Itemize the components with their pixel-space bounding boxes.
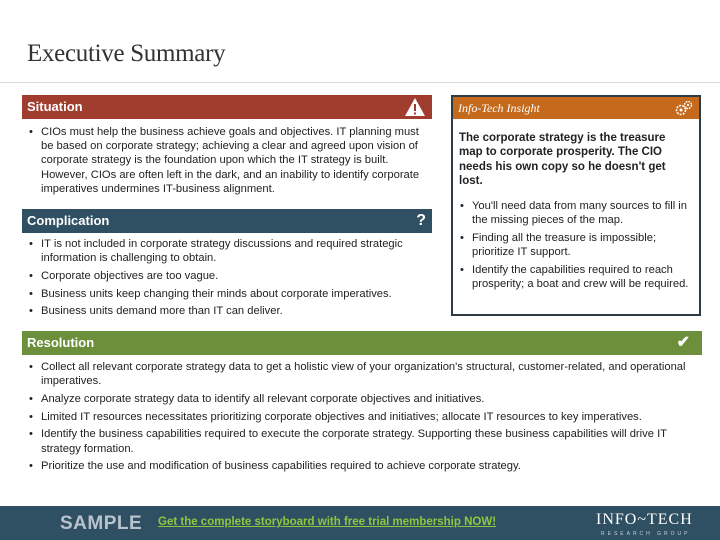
complication-label: Complication [27,213,110,228]
checkmark-icon: ✔ [676,334,690,351]
insight-label: Info-Tech Insight [458,101,540,115]
resolution-list [27,360,697,477]
complication-header [22,209,432,233]
info-tech-logo: INFO~TECH [596,511,693,528]
insight-header [453,97,699,119]
insight-box [451,95,701,316]
title-divider [0,82,720,83]
situation-label: Situation [27,99,83,114]
resolution-header [22,331,702,355]
list-item: • Analyze corporate strategy data to identify all relevant corporate objectives and initiatives. [27,392,697,406]
list-item: • Identify the capabilities required to reach prosperity; a boat and crew will be required. [458,263,696,291]
question-icon: ? [416,212,426,229]
sample-label: SAMPLE [60,513,143,534]
situation-header [22,95,432,119]
list-item: • Corporate objectives are too vague. [27,269,431,283]
page-title: Executive Summary [27,40,226,67]
list-item: • Business units demand more than IT can deliver. [27,304,431,318]
list-item: • Collect all relevant corporate strategy data to get a holistic view of your organization's structural, customer-related, and operational imperatives. [27,360,697,388]
list-item: • CIOs must help the business achieve goals and objectives. IT planning must be based on corporate strategy; achieving a clear and agreed upon vision of corporate strategy is the foundation upon which the IT strategy is built. However, CIOs are often left in the dark, and an inability to identify corporate imperatives undermines IT-business alignment. [27,125,431,196]
logo-subtitle: RESEARCH GROUP [601,531,691,537]
cog-icon [674,98,694,118]
list-item: • Business units keep changing their minds about corporate imperatives. [27,287,431,301]
resolution-label: Resolution [27,335,95,350]
trial-membership-link[interactable]: Get the complete storyboard with free trial membership NOW! [158,516,497,528]
list-item: • You'll need data from many sources to fill in the missing pieces of the map. [458,199,696,227]
complication-list [27,237,431,322]
situation-list [27,125,431,200]
list-item: • Limited IT resources necessitates prioritizing corporate objectives and initiatives; allocate IT resources to key imperatives. [27,410,697,424]
warning-icon [404,97,426,117]
list-item: • IT is not included in corporate strategy discussions and required strategic information is challenging to obtain. [27,237,431,265]
insight-list [458,199,696,295]
list-item: • Prioritize the use and modification of business capabilities required to achieve corporate strategy. [27,459,697,473]
insight-statement: The corporate strategy is the treasure map to corporate prosperity. The CIO needs his own copy so he doesn't get lost. [459,132,666,187]
footer-bar [0,506,720,540]
list-item: • Identify the business capabilities required to execute the corporate strategy. Supporting these business capabilities will drive IT strategy formation. [27,427,697,455]
list-item: • Finding all the treasure is impossible; prioritize IT support. [458,231,696,259]
